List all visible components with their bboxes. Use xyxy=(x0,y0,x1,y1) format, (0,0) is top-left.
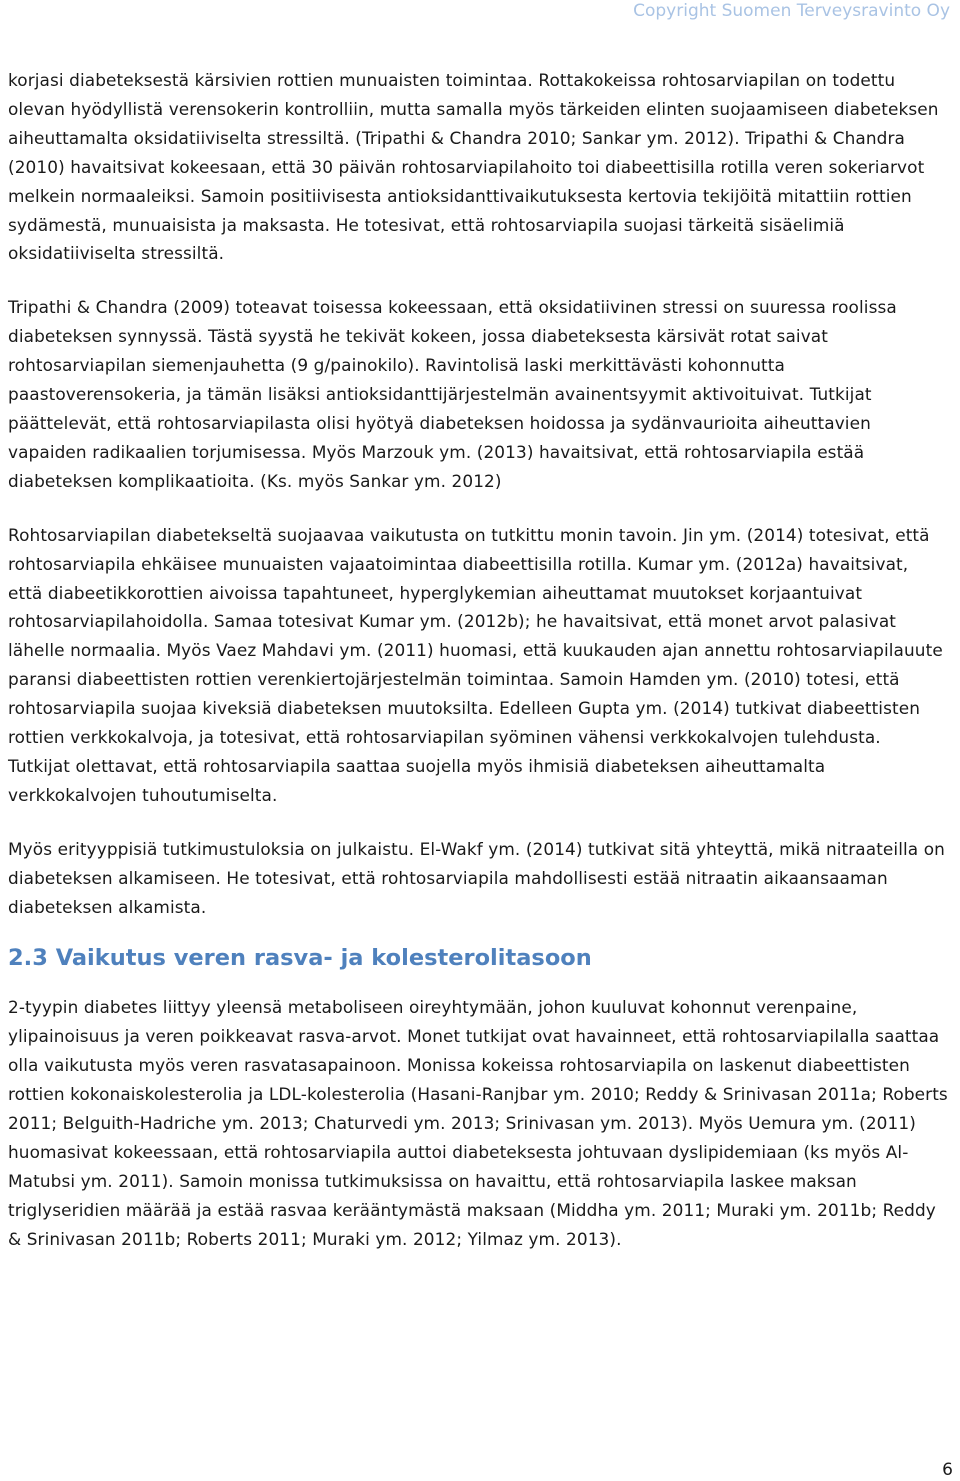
section-paragraph: 2-tyypin diabetes liittyy yleensä metaboliseen oireyhtymään, johon kuuluvat kohonnut verenpaine, ylipainoisuus ja veren poikkeavat rasva-arvot. Monet tutkijat ovat havainneet, että rohtosarviapilalla saattaa olla vaikutusta myös veren rasvatasapainoon. Monissa kokeissa rohtosarviapila on laskenut diabeettisten rottien kokonaiskolesterolia ja LDL-kolesterolia (Hasani-Ranjbar ym. 2010; Reddy & Srinivasan 2011a; Roberts 2011; Belguith-Hadriche ym. 2013; Chaturvedi ym. 2013; Srinivasan ym. 2013). Myös Uemura ym. (2011) huomasivat kokeessaan, että rohtosarviapila auttoi diabeteksesta johtuvaan dyslipidemiaan (ks myös Al-Matubsi ym. 2011). Samoin monissa tutkimuksissa on havaittu, että rohtosarviapila laskee maksan triglyseridien määrää ja estää rasvaa kerääntymästä maksaan (Middha ym. 2011; Muraki ym. 2011b; Reddy & Srinivasan 2011b; Roberts 2011; Muraki ym. 2012; Yilmaz ym. 2013). xyxy=(8,997,948,1249)
paragraph-4: Myös erityyppisiä tutkimustuloksia on julkaistu. El-Wakf ym. (2014) tutkivat sitä yhteyttä, mikä nitraateilla on diabeteksen alkamiseen. He totesivat, että rohtosarviapila mahdollisesti estää nitraatin aikaansaaman diabeteksen alkamista. xyxy=(8,838,945,917)
paragraph-2: Tripathi & Chandra (2009) toteavat toisessa kokeessaan, että oksidatiivinen stressi on suuressa roolissa diabeteksen synnyssä. Tästä syystä he tekivät kokeen, jossa diabeteksesta kärsivät rotat saivat rohtosarviapilan siemenjauhetta (9 g/painokilo). Ravintolisä laski merkittävästi kohonnutta paastoverensokeria, ja tämän lisäksi antioksidanttijärjestelmän avainentsyymit aktivoituivat. Tutkijat päättelevät, että rohtosarviapilasta olisi hyötyä diabeteksen hoidossa ja sydänvaurioita aiheuttavien vapaiden radikaalien torjumisessa. Myös Marzouk ym. (2013) havaitsivat, että rohtosarviapila estää diabeteksen komplikaatioita. (Ks. myös Sankar ym. 2012) xyxy=(8,297,897,491)
page-number: 6 xyxy=(942,1460,953,1480)
paragraph-3: Rohtosarviapilan diabetekseltä suojaavaa vaikutusta on tutkittu monin tavoin. Jin ym. (2014) totesivat, että rohtosarviapila ehkäisee munuaisten vajaatoimintaa diabeettisilla rotilla. Kumar ym. (2012a) havaitsivat, että diabeetikkorottien aivoissa tapahtuneet, hyperglykemian aiheuttamat muutokset korjaantuivat rohtosarviapilahoidolla. Samaa totesivat Kumar ym. (2012b); he havaitsivat, että monet arvot palasivat lähelle normaalia. Myös Vaez Mahdavi ym. (2011) huomasi, että kuukauden ajan annettu rohtosarviapilauute paransi diabeettisten rottien verenkiertojärjestelmän toimintaa. Samoin Hamden ym. (2010) totesi, että rohtosarviapila suojaa kiveksiä diabeteksen muutoksilta. Edelleen Gupta ym. (2014) tutkivat diabeettisten rottien verkkokalvoja, ja totesivat, että rohtosarviapilan syöminen vähensi verkkokalvojen tulehdusta. Tutkijat olettavat, että rohtosarviapila saattaa suojella myös ihmisiä diabeteksen aiheuttamalta verkkokalvojen tuhoutumiselta. xyxy=(8,524,943,805)
copyright-header: Copyright Suomen Terveysravinto Oy xyxy=(633,1,950,21)
section-heading: 2.3 Vaikutus veren rasva- ja kolesterolitasoon xyxy=(8,945,592,972)
paragraph-1: korjasi diabeteksestä kärsivien rottien munuaisten toimintaa. Rottakokeissa rohtosarviapilan on todettu olevan hyödyllistä verensokerin kontrolliin, mutta samalla myös tärkeiden elinten suojaamiseen diabeteksen aiheuttamalta oksidatiiviselta stressiltä. (Tripathi & Chandra 2010; Sankar ym. 2012). Tripathi & Chandra (2010) havaitsivat kokeesaan, että 30 päivän rohtosarviapilahoito toi diabeettisilla rotilla veren sokeriarvot melkein normaaleiksi. Samoin positiivisesta antioksidanttivaikutuksesta kertovia tekijöitä mitattiin rottien sydämestä, munuaisista ja maksasta. He totesivat, että rohtosarviapila suojasi tärkeitä sisäelimiä oksidatiiviselta stressiltä. xyxy=(8,70,939,264)
document-body xyxy=(8,66,948,1254)
